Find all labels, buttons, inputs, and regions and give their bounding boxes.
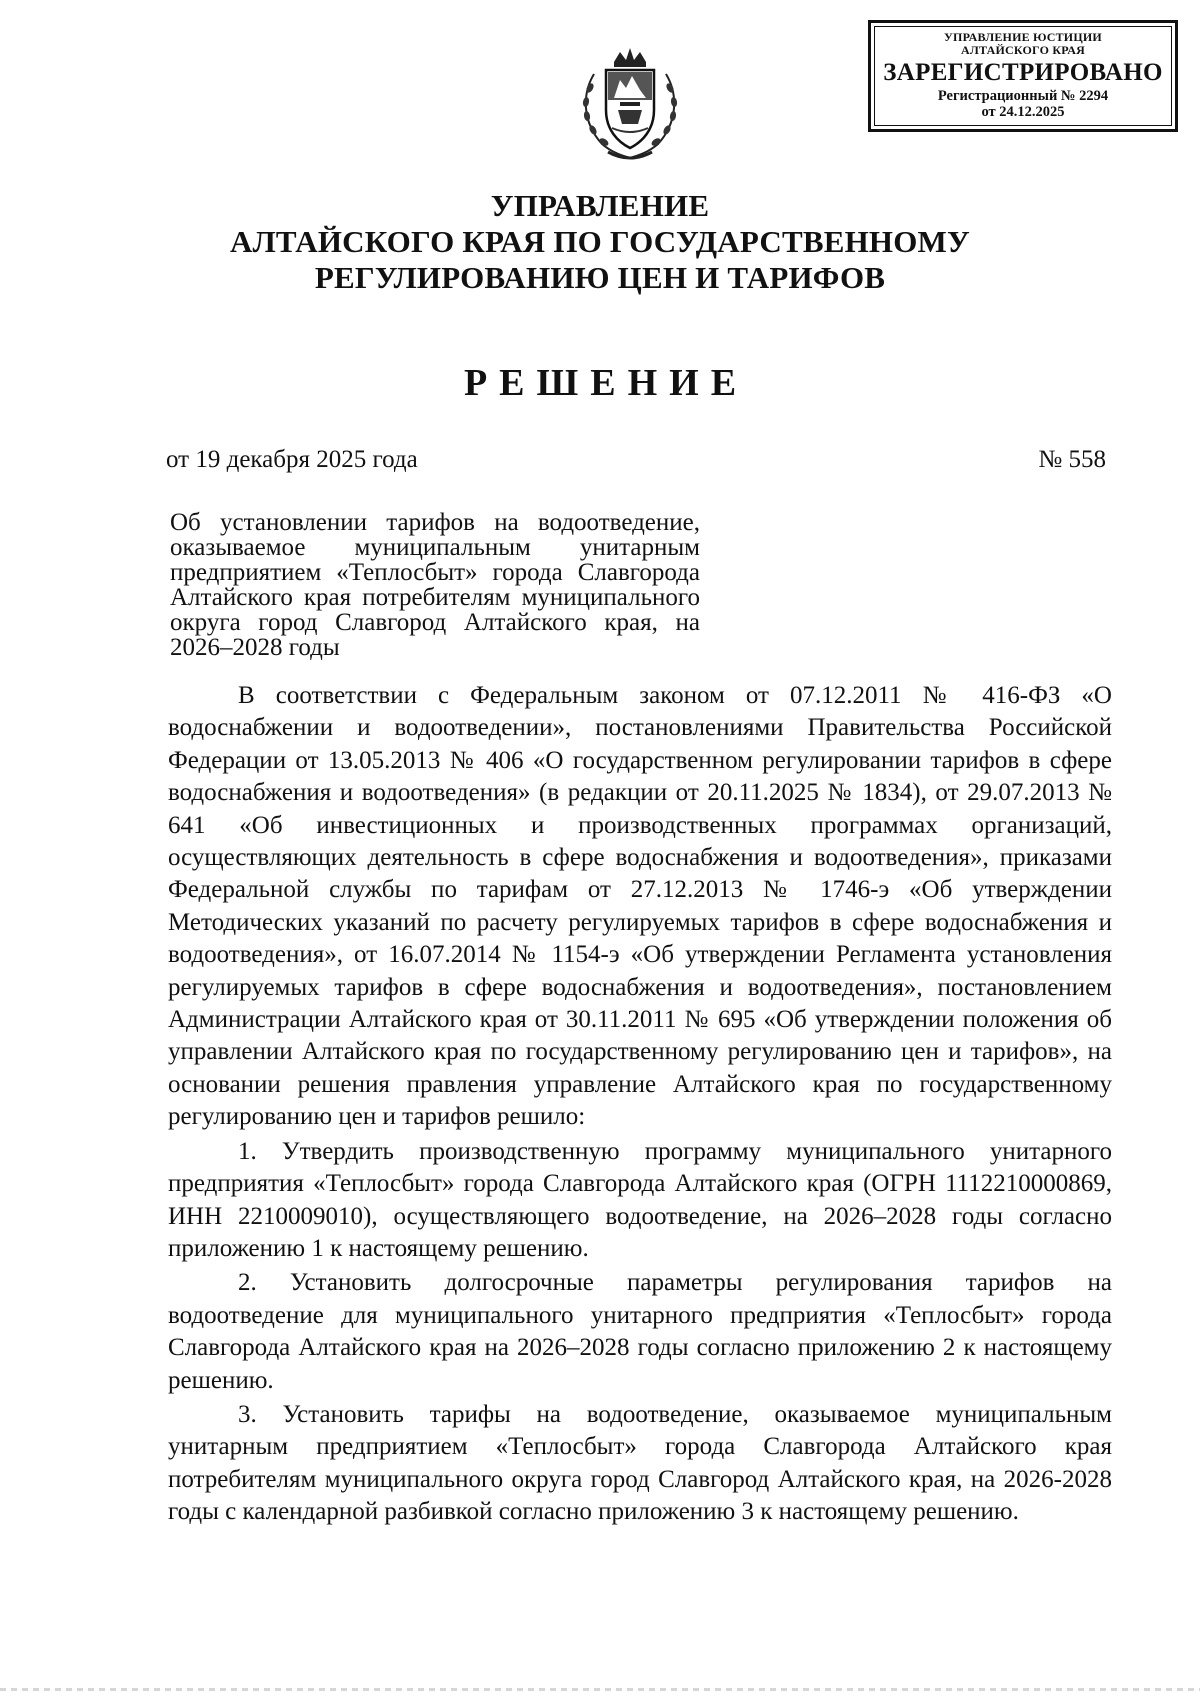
document-number: № 558 — [1038, 446, 1106, 473]
decision-item-3: 3. Установить тарифы на водоотведение, оказываемое муниципальным унитарным предприятием «Теплосбыт» города Славгорода Алтайского края потребителям муниципального округа город Славгород Алтайского края, на 2026-2028 годы с календарной разбивкой согласно приложению 3 к настоящему решению. — [168, 1400, 1112, 1526]
registration-stamp — [868, 20, 1178, 132]
org-line-3: РЕГУЛИРОВАНИЮ ЦЕН И ТАРИФОВ — [314, 260, 886, 295]
scan-edge-artifact — [0, 1688, 1200, 1691]
document-date: от 19 декабря 2025 года — [166, 446, 418, 473]
coat-of-arms-emblem — [574, 44, 686, 164]
stamp-authority-line1: УПРАВЛЕНИЕ ЮСТИЦИИ — [944, 30, 1102, 44]
stamp-registration-number: Регистрационный № 2294 — [937, 88, 1109, 105]
org-line-2: АЛТАЙСКОГО КРАЯ ПО ГОСУДАРСТВЕННОМУ — [230, 224, 970, 259]
document-type-title: РЕШЕНИЕ — [463, 362, 749, 404]
stamp-authority-line2: АЛТАЙСКОГО КРАЯ — [961, 42, 1085, 57]
date-number-line — [166, 446, 1106, 474]
org-line-1: УПРАВЛЕНИЕ — [490, 188, 710, 223]
decision-item-2: 2. Установить долгосрочные параметры регулирования тарифов на водоотведение для муниципального унитарного предприятия «Теплосбыт» города Славгорода Алтайского края на 2026–2028 годы согласно приложению 2 к настоящему решению. — [168, 1269, 1112, 1394]
preamble-paragraph: В соответствии с Федеральным законом от 07.12.2011 № 416-ФЗ «О водоснабжении и водоотведении», постановлениями Правительства Российской Федерации от 13.05.2013 № 406 «О государственном регулировании тарифов в сфере водоснабжения и водоотведения» (в редакции от 20.11.2025 № 1834), от 29.07.2013 № 641 «Об инвестиционных и производственных программах организаций, осуществляющих деятельность в сфере водоснабжения и водоотведения», приказами Федеральной службы по тарифам от 27.12.2013 № 1746-э «Об утверждении Методических указаний по расчету регулируемых тарифов в сфере водоснабжения и водоотведения», от 16.07.2014 № 1154-э «Об утверждении Регламента установления регулируемых тарифов в сфере водоснабжения и водоотведения», постановлением Администрации Алтайского края от 30.11.2011 № 695 «Об утверждении положения об управлении Алтайского края по государственному регулированию цен и тарифов», на основании решения правления управление Алтайского края по государственному регулированию цен и тарифов решило: — [168, 682, 1112, 1131]
organization-header — [0, 188, 1200, 296]
document-body — [168, 680, 1112, 1529]
decision-item-1: 1. Утвердить производственную программу муниципального унитарного предприятия «Теплосбыт» города Славгорода Алтайского края (ОГРН 1112210000869, ИНН 2210009010), осуществляющего водоотведение, на 2026–2028 годы согласно приложению 1 к настоящему решению. — [168, 1137, 1112, 1262]
stamp-registration-date: от 24.12.2025 — [981, 103, 1065, 120]
stamp-status: ЗАРЕГИСТРИРОВАНО — [883, 59, 1163, 87]
document-subject: Об установлении тарифов на водоотведение, оказываемое муниципальным унитарным предприятием «Теплосбыт» города Славгорода Алтайского края потребителям муниципального округа город Славгород Алтайского края, на 2026–2028 годы — [170, 509, 700, 661]
